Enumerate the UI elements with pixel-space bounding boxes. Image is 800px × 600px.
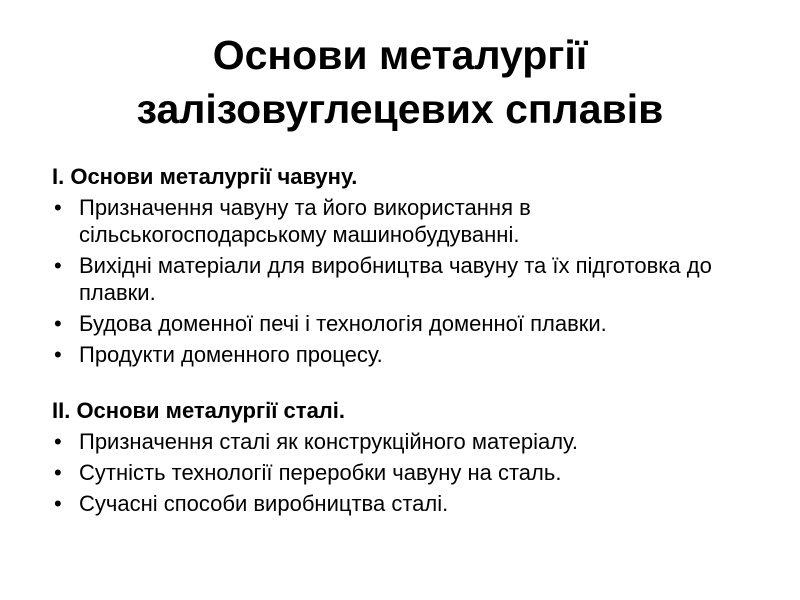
slide-title [40,28,760,136]
list-item [52,194,772,248]
bullet-icon: • [54,429,62,454]
list-item-text: Призначення чавуну та його використання в сільськогосподарському машинобудуванні. [79,195,531,247]
list-item-text: Сучасні способи виробництва сталі. [79,491,449,516]
list-item [52,310,772,337]
list-item-text: Призначення сталі як конструкційного матеріалу. [79,429,578,454]
bullet-icon: • [54,460,62,485]
section-spacer [52,368,772,397]
list-item-text: Вихідні матеріали для виробництва чавуну та їх підготовка до плавки. [79,253,712,305]
list-item-text: Будова доменної печі і технологія доменної плавки. [79,311,607,336]
slide-content [52,163,772,517]
slide-title-line-2: залізовуглецевих сплавів [136,86,664,132]
bullet-icon: • [54,342,62,367]
list-item [52,341,772,368]
slide-title-line-1: Основи металургії [212,32,588,78]
bullet-icon: • [54,195,62,220]
list-item [52,490,772,517]
list-item [52,459,772,486]
bullet-list-steel [52,428,772,517]
list-item [52,252,772,306]
bullet-icon: • [54,253,62,278]
list-item [52,428,772,455]
bullet-icon: • [54,311,62,336]
section-heading-steel: ІІ. Основи металургії сталі. [52,398,346,423]
bullet-icon: • [54,491,62,516]
list-item-text: Сутність технології переробки чавуну на сталь. [79,460,562,485]
bullet-list-cast-iron [52,194,772,368]
section-heading-cast-iron: І. Основи металургії чавуну. [52,164,358,189]
list-item-text: Продукти доменного процесу. [79,342,383,367]
